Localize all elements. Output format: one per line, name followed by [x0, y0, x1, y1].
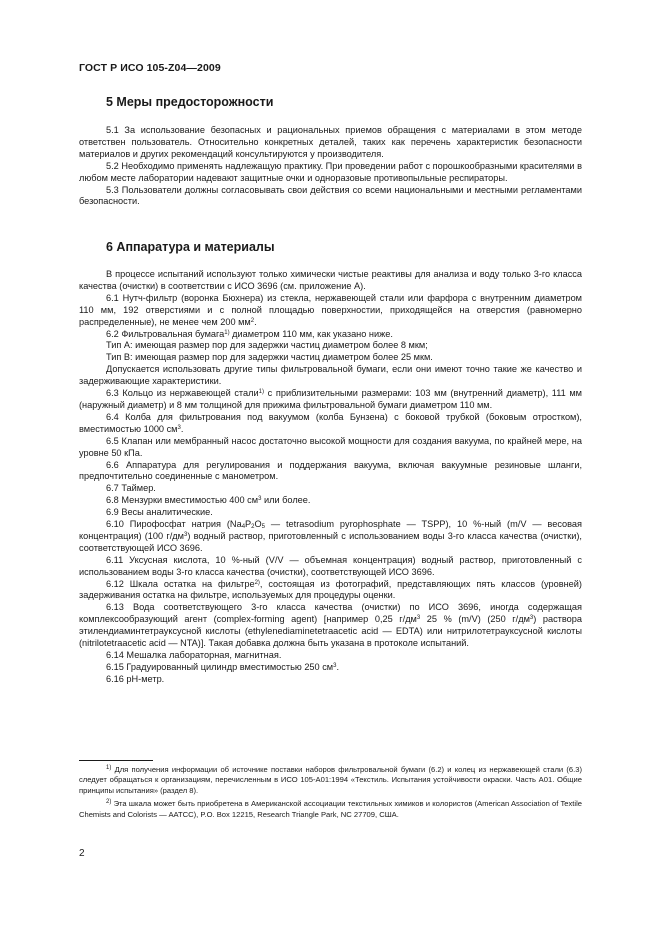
section-6-title: 6 Аппаратура и материалы: [106, 240, 275, 254]
para-type-a: Тип А: имеющая размер пор для задержки частиц диаметром более 8 мкм;: [106, 340, 428, 351]
para-6-9: 6.9 Весы аналитические.: [106, 507, 213, 518]
para-5-1: 5.1 За использование безопасных и рациональных приемов обращения с материалами в этом методе ответствен пользователь. Относительно конкретных деталей, таких как перечень характеристик безопасности материалов и других рекомендаций консультируются у производителя.: [79, 125, 582, 159]
section-6-body: [79, 269, 582, 686]
footnote-2: $^{2)}$ Эта шкала может быть приобретена в Американской ассоциации текстильных химиков и колористов (American Association of Textile Chemists and Colorists — AATCC), P.O. Box 12215, Research Triangle Park, NC 27709, США.: [79, 799, 582, 819]
para-6-16: 6.16 pH-метр.: [106, 673, 165, 684]
footnote-divider: [79, 760, 153, 761]
para-allowed: Допускается использовать другие типы фильтровальной бумаги, если они имеют точно такие же качество и задерживающие характеристики.: [79, 364, 582, 387]
footnote-1: $^{1)}$ Для получения информации об источнике поставки наборов фильтровальной бумаги (6.2) и колец из нержавеющей стали (6.3) следует обращаться к организациям, перечисленным в ИСО 105-А01:1994 «Текстиль. Испытания устойчивости окраски. Часть А01. Общие принципы испытания» (раздел 8).: [79, 765, 582, 795]
para-6-14: 6.14 Мешалка лабораторная, магнитная.: [106, 650, 282, 660]
para-6-1: 6.1 Нутч-фильтр (воронка Бюхнера) из стекла, нержавеющей стали или фарфора с внутренним диаметром 110 мм, 192 отверстиями и с полной площадью поверхностии, приходящейся на отверстия (равномерно распределенные), не менее чем 200 $мм^2$.: [79, 292, 582, 327]
para-6-15: 6.15 Градуированный цилиндр вместимостью 250 $см^3$.: [106, 661, 340, 672]
para-type-b: Тип В: имеющая размер пор для задержки частиц диаметром более 25 мкм.: [106, 352, 433, 363]
para-6-5: 6.5 Клапан или мембранный насос достаточно высокой мощности для создания вакуума, по крайней мере, на уровне 50 кПа.: [79, 435, 582, 458]
section-5-body: [79, 125, 582, 208]
section-5-title: 5 Меры предосторожности: [106, 95, 274, 109]
para-5-3: 5.3 Пользователи должны согласовывать свои действия со всеми национальными и местными регламентами безопасности.: [79, 184, 582, 207]
para-5-2: 5.2 Необходимо применять надлежащую практику. При проведении работ с порошкообразными красителями в любом месте лаборатории надевают защитные очки и одноразовые противопыльные респираторы.: [79, 160, 582, 183]
para-6-2: 6.2 Фильтровальная бумага$^{1)}$ диаметром 110 мм, как указано ниже.: [106, 328, 393, 339]
footnotes: [79, 765, 582, 820]
para-6-4: 6.4 Колба для фильтрования под вакуумом (колба Бунзена) с боковой трубкой (боковым отростком), вместимостью 1000 $см^3$.: [79, 411, 582, 434]
standard-header: ГОСТ Р ИСО 105-Z04—2009: [79, 62, 221, 74]
para-6-7: 6.7 Таймер.: [106, 483, 156, 494]
para-6-intro: В процессе испытаний используют только химически чистые реактивы для анализа и воду только 3-го класса качества (очистки) в соответствии с ИСО 3696 (см. приложение А).: [79, 269, 582, 291]
para-6-6: 6.6 Аппаратура для регулирования и поддержания вакуума, включая вакуумные резиновые шланги, предпочтительно соединенные с манометром.: [79, 459, 582, 482]
para-6-11: 6.11 Уксусная кислота, 10 %-ный (V/V — объемная концентрация) водный раствор, приготовленный с использованием воды 3-го класса качества (очистки), соответствующей ИСО 3696.: [79, 554, 582, 577]
page-number: 2: [79, 848, 85, 859]
para-6-3: 6.3 Кольцо из нержавеющей стали$^{1)}$ с приблизительными размерами: 103 мм (внутренний диаметр), 111 мм (наружный диаметр) и 8 мм толщиной для прижима фильтровальной бумаги диаметром 110 мм.: [79, 388, 582, 410]
para-6-13: 6.13 Вода соответствующего 3-го класса качества (очистки) по ИСО 3696, иногда содержащая комплексообразующий агент (complex-forming agent) [например 0,25 $г/дм^3$ 25 % (m/V) (250 $г/дм^3$) раствора этилендиаминтетрауксусной кислоты (ethylenediaminetetraacetic acid — EDTA) или нитрилотетрауксусной кислоты (nitrilotetraacetic acid — NTA)]. Такая добавка должна быть указана в протоколе испытаний.: [79, 602, 582, 649]
para-6-12: 6.12 Шкала остатка на фильтре$^{2)}$, состоящая из фотографий, представляющих пять классов (уровней) задерживания остатка на фильтре, используемых для процедуры оценки.: [79, 578, 582, 601]
para-6-10: 6.10 Пирофосфат натрия ($Na_4P_2O_5$ — tetrasodium pyrophosphate — TSPP), 10 %-ный (m/V — весовая концентрация) (100 $г/дм^3$) водный раствор, приготовленный с использованием воды 3-го класса качества (очистки), соответствующей ИСО 3696.: [79, 519, 582, 553]
para-6-8: 6.8 Мензурки вместимостью 400 $см^3$ или более.: [106, 495, 311, 506]
